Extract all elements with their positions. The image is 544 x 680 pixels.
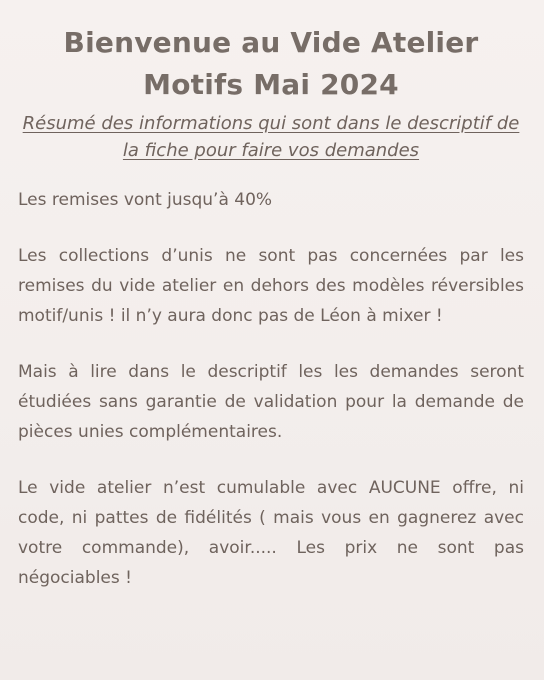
paragraph-requests: Mais à lire dans le descriptif les les demandes seront étudiées sans garantie de validation pour la demande de pièces unies complémentaires. xyxy=(18,362,524,442)
paragraph-discounts: Les remises vont jusqu’à 40% xyxy=(18,190,273,210)
paragraph-conditions: Le vide atelier n’est cumulable avec AUCUNE offre, ni code, ni pattes de fidélités ( mais vous en gagnerez avec votre commande), avoir..... Les prix ne sont pas négociables ! xyxy=(18,478,524,588)
title-line-2: Motifs Mai 2024 xyxy=(143,68,399,101)
subtitle: Résumé des informations qui sont dans le descriptif de la fiche pour faire vos demandes xyxy=(22,113,520,161)
page-title xyxy=(18,22,524,106)
paragraph-collections: Les collections d’unis ne sont pas concernées par les remises du vide atelier en dehors des modèles réversibles motif/unis ! il n’y aura donc pas de Léon à mixer ! xyxy=(18,246,524,326)
title-line-1: Bienvenue au Vide Atelier xyxy=(63,26,479,59)
